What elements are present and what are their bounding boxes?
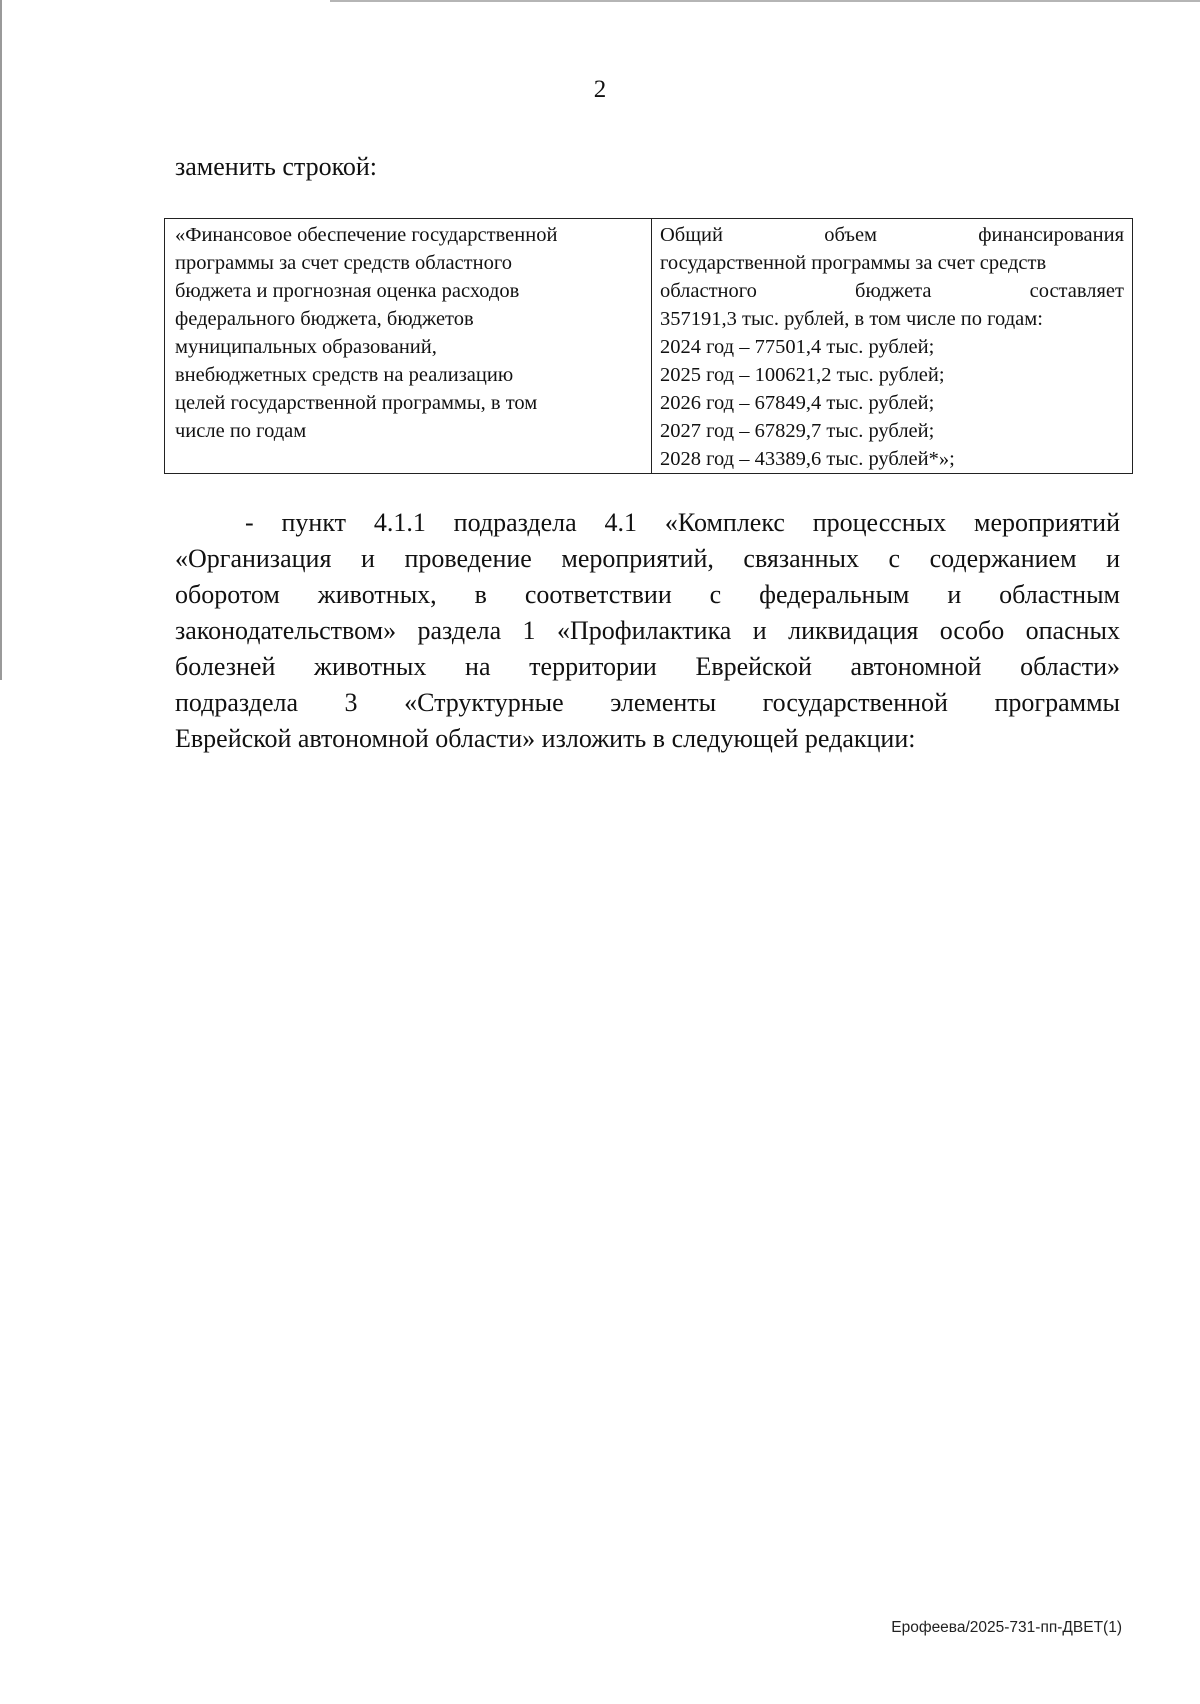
- document-reference: Ерофеева/2025-731-пп-ДВЕТ(1): [891, 1619, 1122, 1636]
- financing-label-cell: [165, 219, 652, 474]
- value-line: 2024 год – 77501,4 тыс. рублей;: [660, 336, 935, 358]
- label-line: «Финансовое обеспечение государственной: [175, 224, 558, 246]
- value-line: 2025 год – 100621,2 тыс. рублей;: [660, 364, 945, 386]
- paragraph-line: оборотом животных, в соответствии с федеральным и областным: [175, 580, 1120, 609]
- paragraph-line: болезней животных на территории Еврейской автономной области»: [175, 652, 1120, 681]
- label-line: числе по годам: [175, 420, 307, 442]
- value-line: 357191,3 тыс. рублей, в том числе по годам:: [660, 308, 1043, 330]
- value-line: 2026 год – 67849,4 тыс. рублей;: [660, 392, 935, 414]
- paragraph-line: Еврейской автономной области» изложить в следующей редакции:: [175, 724, 916, 753]
- label-line: бюджета и прогнозная оценка расходов: [175, 280, 520, 302]
- scan-top-edge: [330, 0, 1200, 2]
- table-row: [165, 219, 1133, 474]
- label-line: муниципальных образований,: [175, 336, 437, 358]
- paragraph-line: - пункт 4.1.1 подраздела 4.1 «Комплекс процессных мероприятий: [245, 508, 1120, 537]
- financing-value-cell: [652, 219, 1133, 474]
- intro-text: заменить строкой:: [175, 152, 378, 181]
- label-line: внебюджетных средств на реализацию: [175, 364, 514, 386]
- paragraph-line: законодательством» раздела 1 «Профилактика и ликвидация особо опасных: [175, 616, 1120, 645]
- paragraph-line: «Организация и проведение мероприятий, связанных с содержанием и: [175, 544, 1120, 573]
- value-line: 2027 год – 67829,7 тыс. рублей;: [660, 420, 935, 442]
- label-line: целей государственной программы, в том: [175, 392, 538, 414]
- amendment-paragraph: [175, 505, 1120, 757]
- label-line: федерального бюджета, бюджетов: [175, 308, 474, 330]
- page-number: 2: [593, 76, 607, 103]
- value-line: государственной программы за счет средств: [660, 252, 1047, 274]
- label-line: программы за счет средств областного: [175, 252, 512, 274]
- value-line: Общий объем финансирования: [660, 224, 1124, 246]
- value-line: областного бюджета составляет: [660, 280, 1124, 302]
- financing-table: [164, 218, 1133, 474]
- value-line: 2028 год – 43389,6 тыс. рублей*»;: [660, 448, 955, 470]
- paragraph-line: подраздела 3 «Структурные элементы государственной программы: [175, 688, 1120, 717]
